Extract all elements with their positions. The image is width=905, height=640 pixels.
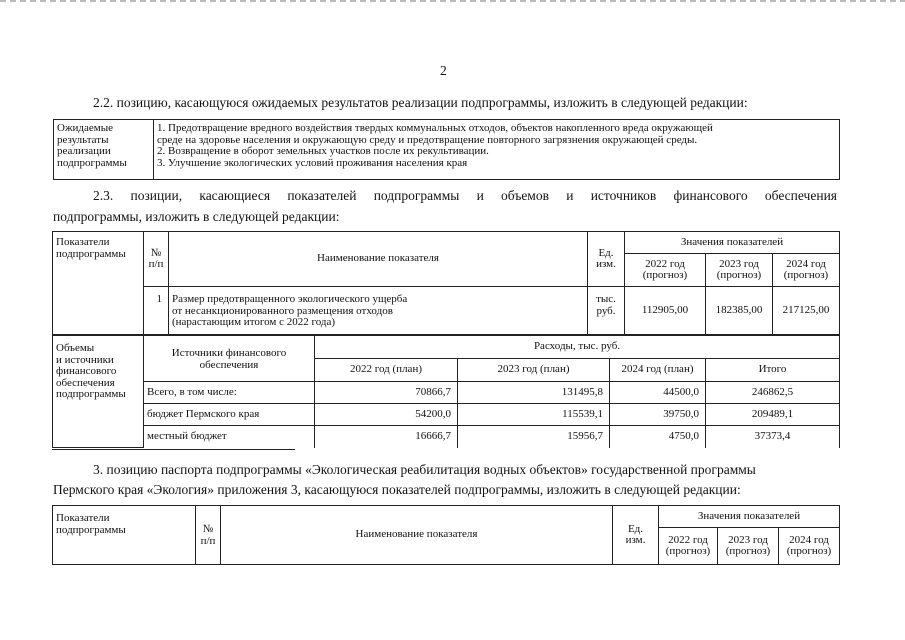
indicator-name-line: от несанкционированного размещения отходов (172, 304, 393, 317)
funding-value: 70866,7 (315, 382, 458, 404)
expenses-header: Расходы, тыс. руб. (315, 336, 840, 359)
indicators-table-2 (52, 505, 840, 565)
num-header-line: № (150, 246, 162, 259)
year-line: 2023 год (728, 533, 768, 546)
indicators-label (53, 506, 196, 565)
unit-header-line: изм. (596, 258, 616, 270)
year-line: (прогноз) (786, 545, 832, 557)
sources-header-line: обеспечения (199, 358, 259, 371)
funding-value: 115539,1 (458, 404, 610, 426)
values-header: Значения показателей (625, 232, 840, 254)
name-header: Наименование показателя (221, 506, 613, 565)
value-2023: 182385,00 (706, 287, 773, 335)
expected-results-items (154, 120, 840, 180)
unit-line: тыс. (596, 293, 616, 305)
indicator-row (53, 287, 840, 335)
funding-value: 4750,0 (610, 426, 706, 448)
funding-table-bottom-line (52, 449, 295, 450)
value-2022: 112905,00 (625, 287, 706, 335)
indicator-name (169, 287, 588, 335)
section-2-3-heading-line2: подпрограммы, изложить в следующей редакции: (53, 209, 340, 224)
year-header-2022 (625, 254, 706, 287)
label-line: Показатели (56, 512, 110, 524)
label-line: Объемы (56, 342, 95, 354)
year-header-2023 (706, 254, 773, 287)
unit-header (613, 506, 659, 565)
year-line: (прогноз) (665, 545, 711, 557)
col-header-total: Итого (706, 359, 840, 382)
funding-value: 15956,7 (458, 426, 610, 448)
result-item-line: среде на здоровье населения и окружающую среду и предотвращение повторного загрязнения окружающей среды. (157, 133, 698, 146)
year-line: 2023 год (719, 257, 759, 270)
funding-row-label: местный бюджет (144, 426, 315, 448)
year-header-2023 (718, 528, 779, 565)
label-line: реализации (57, 145, 111, 157)
col-header-2024: 2024 год (план) (610, 359, 706, 382)
indicator-num: 1 (144, 287, 169, 335)
sources-header-line: Источники финансового (171, 347, 287, 359)
funding-row-label: Всего, в том числе: (144, 382, 315, 404)
year-line: (прогноз) (716, 269, 762, 281)
indicators-label (53, 232, 144, 287)
funding-value: 39750,0 (610, 404, 706, 426)
funding-row-local (53, 426, 840, 448)
label-line: результаты (57, 133, 109, 146)
funding-value: 54200,0 (315, 404, 458, 426)
year-header-2024 (773, 254, 840, 287)
label-line: и источники (56, 353, 114, 366)
label-line: финансового (56, 365, 117, 377)
unit-header-line: Ед. (598, 246, 614, 259)
empty-label-cell (53, 287, 144, 335)
label-line: подпрограммы (56, 523, 126, 536)
result-item-line: 3. Улучшение экологических условий проживания населения края (157, 156, 468, 169)
year-line: 2024 год (789, 533, 829, 546)
year-header-2022 (659, 528, 718, 565)
name-header: Наименование показателя (169, 232, 588, 287)
expected-results-label (54, 120, 154, 180)
funding-label (53, 336, 144, 448)
col-header-2023: 2023 год (план) (458, 359, 610, 382)
indicator-name-line: (нарастающим итогом с 2022 года) (172, 316, 336, 328)
section-2-3-heading-line1: 2.3. позиции, касающиеся показателей подпрограммы и объемов и источников финансового обеспечения (93, 188, 837, 203)
indicator-name-line: Размер предотвращенного экологического ущерба (172, 293, 408, 305)
funding-value: 44500,0 (610, 382, 706, 404)
funding-value: 246862,5 (706, 382, 840, 404)
sources-header (144, 336, 315, 382)
label-line: Ожидаемые (57, 122, 114, 134)
indicators-table (52, 231, 840, 335)
funding-value: 16666,7 (315, 426, 458, 448)
expected-results-table (53, 119, 840, 180)
col-header-2022: 2022 год (план) (315, 359, 458, 382)
unit-line: руб. (596, 304, 616, 317)
funding-row-label: бюджет Пермского края (144, 404, 315, 426)
funding-row-regional (53, 404, 840, 426)
label-line: Показатели (56, 236, 110, 248)
page-number: 2 (440, 63, 447, 78)
result-item-line: 1. Предотвращение вредного воздействия твердых коммунальных отходов, объектов накопленного вреда окружающей (157, 122, 713, 134)
num-header-line: п/п (148, 258, 164, 270)
section-3-heading-line1: 3. позицию паспорта подпрограммы «Экологическая реабилитация водных объектов» государственной программы (93, 462, 756, 477)
num-header-line: № (202, 523, 214, 535)
year-header-2024 (779, 528, 840, 565)
indicator-unit (588, 287, 625, 335)
year-line: (прогноз) (642, 269, 688, 281)
funding-value: 131495,8 (458, 382, 610, 404)
funding-value: 209489,1 (706, 404, 840, 426)
scan-edge-line (0, 0, 905, 2)
year-line: 2022 год (645, 257, 685, 270)
label-line: обеспечения (56, 376, 115, 389)
label-line: подпрограммы (56, 388, 126, 400)
unit-header-line: Ед. (627, 522, 644, 535)
section-3-heading-line2: Пермского края «Экология» приложения 3, касающуюся показателей подпрограммы, изложить в следующей редакции: (53, 482, 741, 497)
num-header-line: п/п (200, 534, 216, 547)
year-line: (прогноз) (725, 545, 771, 557)
result-item-line: 2. Возвращение в оборот земельных участков после их рекультивации. (157, 145, 489, 157)
funding-value: 37373,4 (706, 426, 840, 448)
year-line: (прогноз) (783, 269, 829, 281)
funding-row-total (53, 382, 840, 404)
year-line: 2022 год (668, 533, 708, 546)
value-2024: 217125,00 (773, 287, 840, 335)
num-header (144, 232, 169, 287)
funding-table (52, 335, 840, 448)
unit-header (588, 232, 625, 287)
year-line: 2024 год (786, 257, 826, 270)
label-line: подпрограммы (56, 247, 126, 260)
section-2-2-heading: 2.2. позицию, касающуюся ожидаемых результатов реализации подпрограммы, изложить в следующей редакции: (93, 95, 748, 110)
unit-header-line: изм. (625, 534, 646, 546)
values-header: Значения показателей (659, 506, 840, 528)
label-line: подпрограммы (57, 156, 127, 169)
num-header (196, 506, 221, 565)
